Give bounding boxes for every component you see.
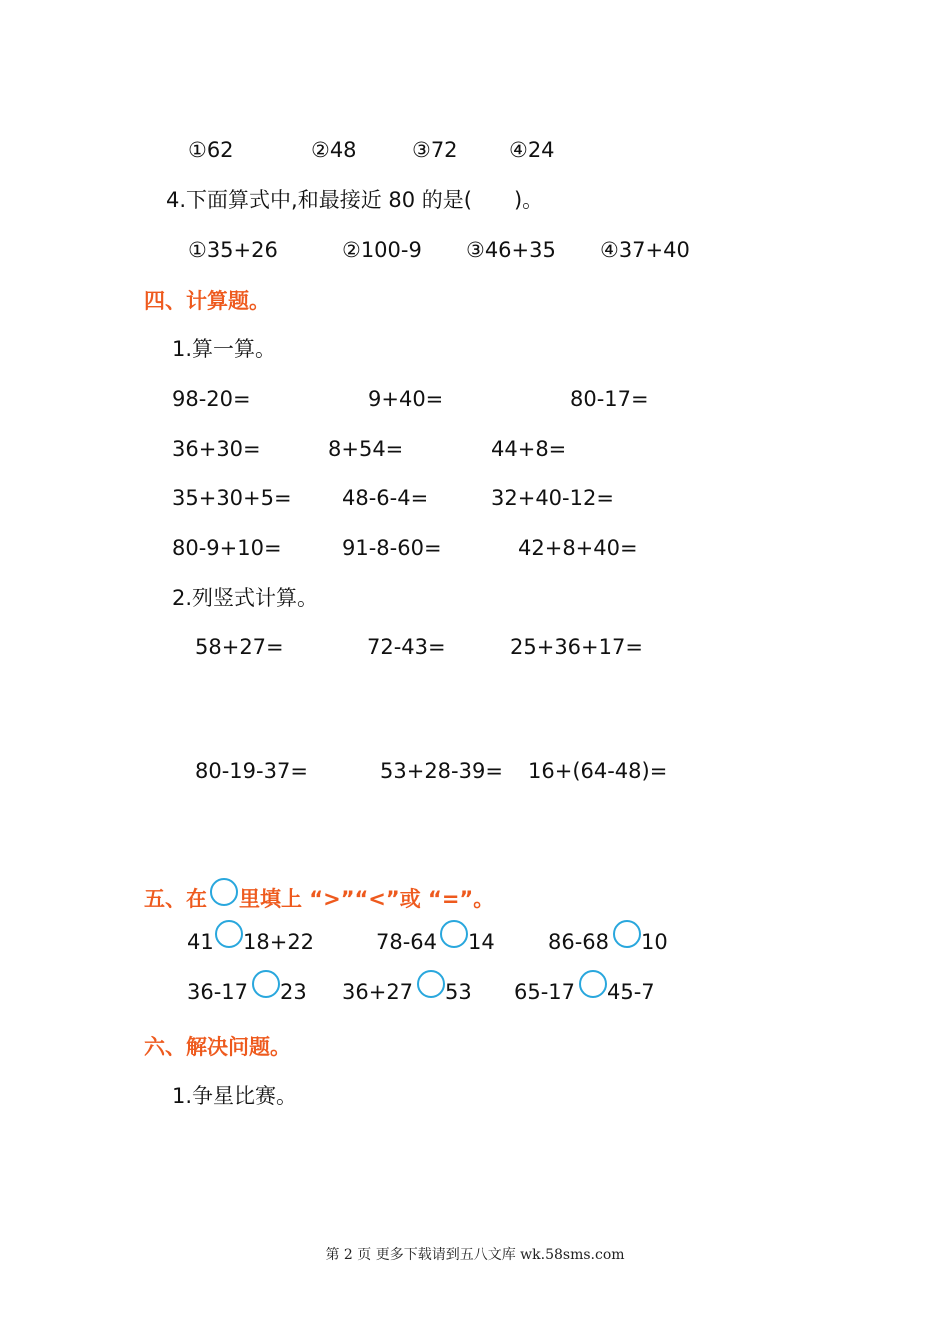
equation: 80-9+10= <box>172 536 282 560</box>
equation: 53+28-39= <box>380 759 503 783</box>
problem-title: 2.列竖式计算。 <box>172 586 319 610</box>
equation: 8+54= <box>328 437 404 461</box>
answer-circle-icon[interactable] <box>613 920 641 948</box>
answer-circle-icon[interactable] <box>579 970 607 998</box>
equation: 32+40-12= <box>491 486 614 510</box>
section-title: 四、计算题。 <box>144 289 270 313</box>
option-4: ④24 <box>509 138 555 162</box>
question-4-stem: 4.下面算式中,和最接近 80 的是( )。 <box>166 188 544 212</box>
option-3: ③46+35 <box>466 238 556 262</box>
problem-title: 1.争星比赛。 <box>172 1084 298 1108</box>
option-1: ①35+26 <box>188 238 278 262</box>
compare-right: 18+22 <box>243 930 315 954</box>
answer-circle-icon[interactable] <box>215 920 243 948</box>
compare-left: 36-17 <box>187 980 249 1004</box>
section-title: 六、解决问题。 <box>144 1035 291 1059</box>
page-footer: 第 2 页 更多下载请到五八文库 wk.58sms.com <box>325 1247 625 1263</box>
equation: 36+30= <box>172 437 261 461</box>
equation: 91-8-60= <box>342 536 442 560</box>
compare-right: 23 <box>280 980 307 1004</box>
equation: 72-43= <box>367 635 446 659</box>
section-title-part2: 里填上 “>”“<”或 “=”。 <box>239 887 495 911</box>
compare-left: 78-64 <box>376 930 438 954</box>
equation: 42+8+40= <box>518 536 638 560</box>
compare-right: 45-7 <box>607 980 655 1004</box>
equation: 9+40= <box>368 387 444 411</box>
equation: 80-17= <box>570 387 649 411</box>
answer-circle-icon <box>210 878 238 906</box>
section-title-part1: 五、在 <box>144 887 207 911</box>
option-2: ②48 <box>311 138 357 162</box>
option-1: ①62 <box>188 138 234 162</box>
equation: 16+(64-48)= <box>528 759 668 783</box>
compare-left: 65-17 <box>514 980 576 1004</box>
equation: 48-6-4= <box>342 486 429 510</box>
compare-right: 10 <box>641 930 668 954</box>
compare-left: 41 <box>187 930 214 954</box>
equation: 58+27= <box>195 635 284 659</box>
option-4: ④37+40 <box>600 238 690 262</box>
problem-title: 1.算一算。 <box>172 337 277 361</box>
answer-circle-icon[interactable] <box>440 920 468 948</box>
answer-circle-icon[interactable] <box>252 970 280 998</box>
compare-right: 14 <box>468 930 495 954</box>
answer-circle-icon[interactable] <box>417 970 445 998</box>
option-3: ③72 <box>412 138 458 162</box>
option-2: ②100-9 <box>342 238 422 262</box>
equation: 80-19-37= <box>195 759 308 783</box>
equation: 98-20= <box>172 387 251 411</box>
equation: 25+36+17= <box>510 635 643 659</box>
compare-left: 36+27 <box>342 980 414 1004</box>
equation: 44+8= <box>491 437 567 461</box>
equation: 35+30+5= <box>172 486 292 510</box>
compare-left: 86-68 <box>548 930 610 954</box>
compare-right: 53 <box>445 980 472 1004</box>
